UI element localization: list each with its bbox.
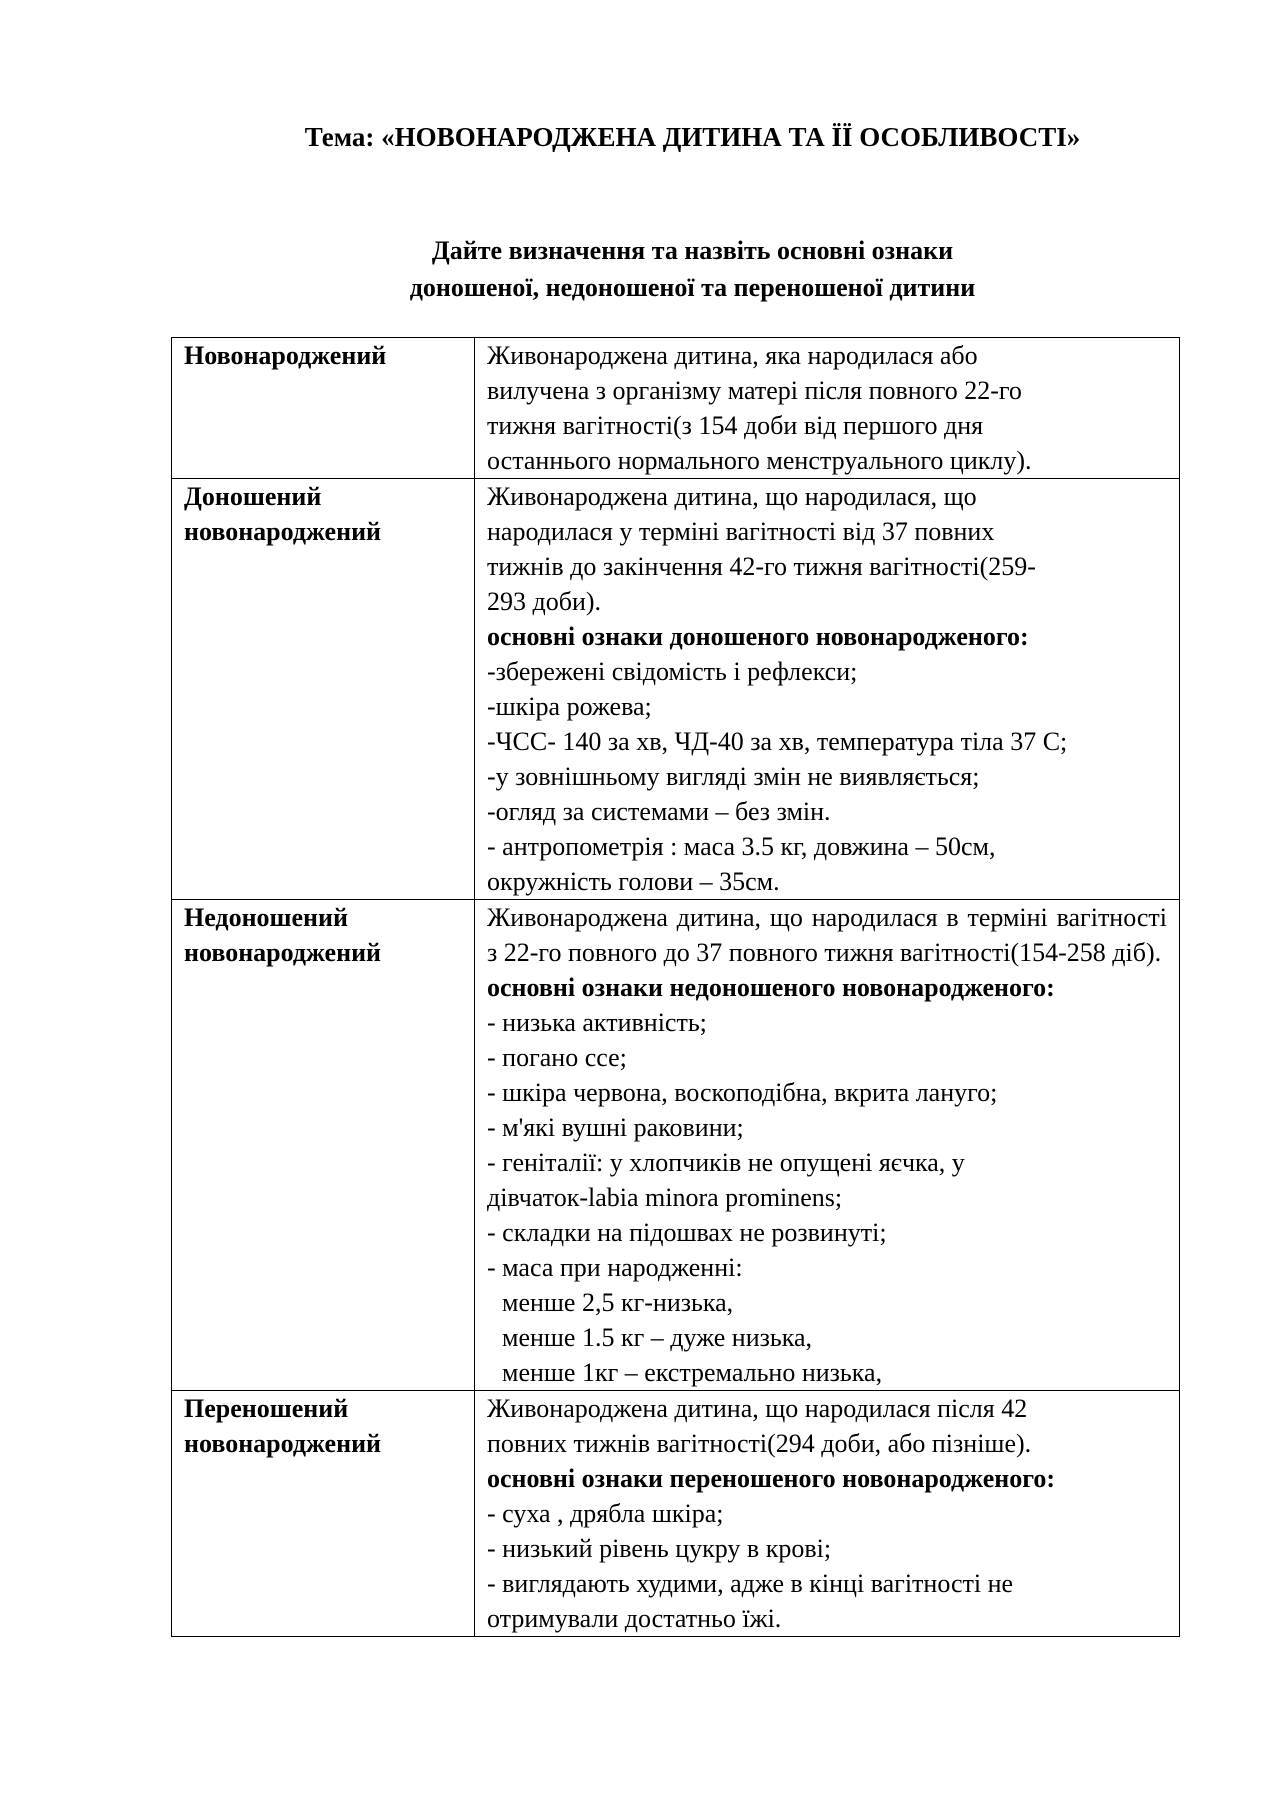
definition-line: -огляд за системами – без змін. bbox=[487, 797, 831, 826]
definition-line: Живонароджена дитина, що народилася після 42 bbox=[487, 1394, 1028, 1423]
definition-line: 293 доби). bbox=[487, 587, 602, 616]
definition-line: Живонароджена дитина, яка народилася або bbox=[487, 341, 978, 370]
task-heading-line: Дайте визначення та назвіть основні ознаки bbox=[431, 236, 954, 265]
definition-line: - складки на підошвах не розвинуті; bbox=[487, 1218, 887, 1247]
table-row bbox=[172, 338, 1180, 479]
definition-cell bbox=[475, 479, 1180, 900]
definition-line: - антропометрія : маса 3.5 кг, довжина – 50см, bbox=[487, 832, 996, 861]
definition-line: отримували достатньо їжі. bbox=[487, 1604, 782, 1633]
document-title: Тема: «НОВОНАРОДЖЕНА ДИТИНА ТА ЇЇ ОСОБЛИВОСТІ» bbox=[304, 122, 1081, 152]
term-cell: Новонароджений bbox=[172, 338, 475, 479]
definition-line: -шкіра рожева; bbox=[487, 692, 652, 721]
definition-line: - шкіра червона, воскоподібна, вкрита лануго; bbox=[487, 1078, 998, 1107]
definition-line: тижня вагітності(з 154 доби від першого дня bbox=[487, 411, 984, 440]
features-heading: основні ознаки недоношеного новонародженого: bbox=[487, 973, 1055, 1002]
definition-line: - суха , дрябла шкіра; bbox=[487, 1499, 724, 1528]
definition-line: менше 1.5 кг – дуже низька, bbox=[502, 1323, 813, 1352]
definitions-table-body bbox=[172, 338, 1180, 1637]
definition-line: повних тижнів вагітності(294 доби, або пізніше). bbox=[487, 1429, 1032, 1458]
table-row bbox=[172, 900, 1180, 1391]
definition-line: Живонароджена дитина, що народилася, що bbox=[487, 482, 977, 511]
features-heading: основні ознаки доношеного новонародженого: bbox=[487, 622, 1029, 651]
definition-line: -у зовнішньому вигляді змін не виявляється; bbox=[487, 762, 980, 791]
table-row bbox=[172, 479, 1180, 900]
definition-line: вилучена з організму матері після повного 22-го bbox=[487, 376, 1022, 405]
definition-line: окружність голови – 35см. bbox=[487, 867, 780, 896]
features-heading: основні ознаки переношеного новонародженого: bbox=[487, 1464, 1056, 1493]
definition-line: - низький рівень цукру в крові; bbox=[487, 1534, 832, 1563]
definition-line: -ЧСС- 140 за хв, ЧД-40 за хв, температура тіла 37 С; bbox=[487, 727, 1068, 756]
definition-cell bbox=[475, 1391, 1180, 1637]
definition-line: народилася у терміні вагітності від 37 повних bbox=[487, 517, 995, 546]
term-cell: Переношений новонароджений bbox=[172, 1391, 475, 1637]
table-row bbox=[172, 1391, 1180, 1637]
definition-line: - м'які вушні раковини; bbox=[487, 1113, 744, 1142]
term-cell: Недоношений новонароджений bbox=[172, 900, 475, 1391]
definition-line: - маса при народженні: bbox=[487, 1253, 743, 1282]
definition-line: останнього нормального менструального циклу). bbox=[487, 446, 1032, 475]
definition-line: дівчаток-labia minora prominens; bbox=[487, 1183, 843, 1212]
definition-line: - виглядають худими, адже в кінці вагітності не bbox=[487, 1569, 1014, 1598]
definition-line: -збережені свідомість і рефлекси; bbox=[487, 657, 858, 686]
definition-cell bbox=[475, 900, 1180, 1391]
definition-cell bbox=[475, 338, 1180, 479]
task-heading-line: доношеної, недоношеної та переношеної дитини bbox=[409, 273, 976, 302]
definition-line: менше 2,5 кг-низька, bbox=[502, 1288, 734, 1317]
term-cell: Доношений новонароджений bbox=[172, 479, 475, 900]
definition-line: - низька активність; bbox=[487, 1008, 707, 1037]
definitions-table bbox=[171, 337, 1180, 1637]
definition-line: тижнів до закінчення 42-го тижня вагітності(259- bbox=[487, 552, 1036, 581]
task-heading bbox=[0, 232, 1280, 306]
definition-line: - погано ссе; bbox=[487, 1043, 627, 1072]
definition-intro: Живонароджена дитина, що народилася в терміні вагітності з 22-го повного до 37 повного тижня вагітності(154-258 діб). bbox=[487, 903, 1167, 967]
definition-line: - геніталії: у хлопчиків не опущені яєчка, у bbox=[487, 1148, 965, 1177]
definition-line: менше 1кг – екстремально низька, bbox=[502, 1358, 883, 1387]
